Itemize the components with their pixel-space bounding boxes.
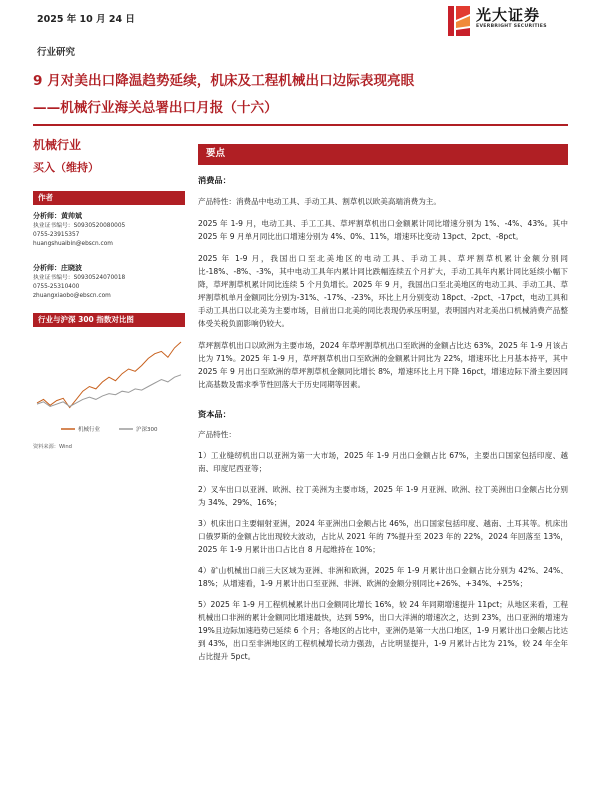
analyst-name: 分析师：黄帅斌 (33, 212, 82, 220)
consumer-heading: 消费品： (198, 175, 231, 185)
capital-para: 2）叉车出口以亚洲、欧洲、拉丁美洲为主要市场，2025 年 1-9 月亚洲、欧洲、拉丁美洲出口金额占比分别为 34%、29%、16%； (198, 485, 568, 507)
logo-english-name: EVERBRIGHT SECURITIES (476, 24, 547, 29)
analyst-email[interactable]: huangshuaibin@ebscn.com (33, 241, 113, 247)
analyst-card (33, 263, 185, 301)
chart-source: 资料来源：Wind (33, 444, 72, 450)
logo-chinese-name: 光大证券 (476, 6, 541, 24)
analyst-cert: 执业证书编号：S0930524070018 (33, 275, 126, 281)
analyst-name: 分析师：庄晓波 (33, 264, 82, 272)
legend-label: 沪深300 (136, 427, 158, 433)
sidebar (33, 136, 185, 450)
report-date: 2025 年 10 月 24 日 (37, 14, 135, 25)
brand-logo (448, 6, 566, 36)
key-points-divider (198, 164, 568, 165)
analyst-phone: 0755-25310400 (33, 284, 80, 290)
consumer-para: 产品特性：消费品中电动工具、手动工具、割草机以欧美高端消费为主。 (198, 197, 441, 206)
series-line-index (37, 375, 181, 407)
capital-para: 1）工业缝纫机出口以亚洲为第一大市场，2025 年 1-9 月出口金额占比 67%，主要出口国家包括印度、越南、印度尼西亚等； (198, 451, 568, 473)
index-comparison-chart (33, 329, 185, 441)
analyst-cert: 执业证书编号：S0930520080005 (33, 223, 126, 229)
series-line-industry (37, 342, 181, 408)
industry-name: 机械行业 (33, 138, 82, 152)
authors-header: 作者 (33, 191, 185, 205)
report-category: 行业研究 (37, 47, 76, 58)
report-title: 9 月对美出口降温趋势延续，机床及工程机械出口边际表现亮眼 (33, 73, 415, 89)
key-points-header: 要点 (198, 144, 568, 164)
capital-para: 5）2025 年 1-9 月工程机械累计出口金额同比增长 16%，较 24 年同期增速提升 11pct；从地区来看，工程机械出口非洲的累计金额同比增速最快，达到 59%，出口大洋洲的增速次之，达到 23%，出口亚洲的增速为 19%且边际加速趋势已延续 6 个月；各地区的占比中，亚洲仍是第一大出口地区，1-9 月累计出口金额占比达到 43%，出口至非洲地区的工程机械增长动力强劲，占比明显提升，1-9 月累计占比为 21%，较 24 年全年占比提升 5pct。 (198, 600, 568, 661)
key-points-section (198, 144, 568, 663)
analyst-phone: 0755-23915357 (33, 232, 80, 238)
consumer-para: 2025 年 1-9 月，电动工具、手工工具、草坪割草机出口金额累计同比增速分别为 1%、-4%、43%。其中 2025 年 9 月单月同比出口增速分别为 4%、0%、11%，增速环比变动 13pct、2pct、-8pct。 (198, 219, 568, 241)
consumer-para: 草坪割草机出口以欧洲为主要市场，2024 年草坪割草机出口至欧洲的金额占比达 63%，2025 年 1-9 月该占比为 71%。2025 年 1-9 月，草坪割草机出口至欧洲的金额累计同比为 22%，增速环比上月基本持平，其中 2025 年 9 月出口至欧洲的草坪割草机金额同比增长 8%，增速环比上月下降 16pct，增速边际下滑主要因同比高基数及需求季节性回落大于历史同期等因素。 (198, 341, 568, 389)
capital-heading: 资本品： (198, 409, 231, 419)
title-divider (33, 124, 568, 126)
legend-label: 机械行业 (78, 427, 101, 433)
sunburst-logo-icon (448, 6, 470, 36)
chart-title: 行业与沪深 300 指数对比图 (33, 313, 185, 327)
analyst-card (33, 211, 185, 249)
capital-intro: 产品特性： (198, 430, 236, 439)
investment-rating: 买入（维持） (33, 161, 99, 174)
analyst-email[interactable]: zhuangxiaobo@ebscn.com (33, 293, 111, 299)
consumer-para: 2025 年 1-9 月，我国出口至北美地区的电动工具、手动工具、草坪割草机累计金额分别同比-18%、-8%、-3%，其中电动工具年内累计同比跌幅连续五个月扩大，手动工具年内累计同比延续小幅下降，草坪割草机累计同比连续 5 个月负增长。2025 年 9 月，我国出口至北美地区的电动工具、手动工具、草坪割草机单月金额同比分别为-31%、-17%、-23%，环比上月分别变动 18pct、-2pct、-17pct，电动工具和手动工具出口以北美为主要市场，目前出口北美的同比表现仍承压明显，表明国内对北美出口机械消费产品整体受关税负面影响仍较大。 (198, 254, 568, 328)
report-subtitle: ——机械行业海关总署出口月报（十六） (33, 100, 278, 116)
capital-para: 4）矿山机械出口前三大区域为亚洲、非洲和欧洲，2025 年 1-9 月累计出口金额占比分别为 42%、24%、18%；从增速看，1-9 月累计出口至亚洲、非洲、欧洲的金额分别同比+26%、+34%、+25%； (198, 566, 568, 588)
capital-para: 3）机床出口主要辐射亚洲，2024 年亚洲出口金额占比 46%，出口国家包括印度、越南、土耳其等。机床出口俄罗斯的金额占比出现较大波动，占比从 2021 年的 7%提升至 2023 年的 22%，2024 年回落至 13%，2025 年 1-9 月累计出口占比自 8 月起维持在 10%； (198, 519, 568, 554)
